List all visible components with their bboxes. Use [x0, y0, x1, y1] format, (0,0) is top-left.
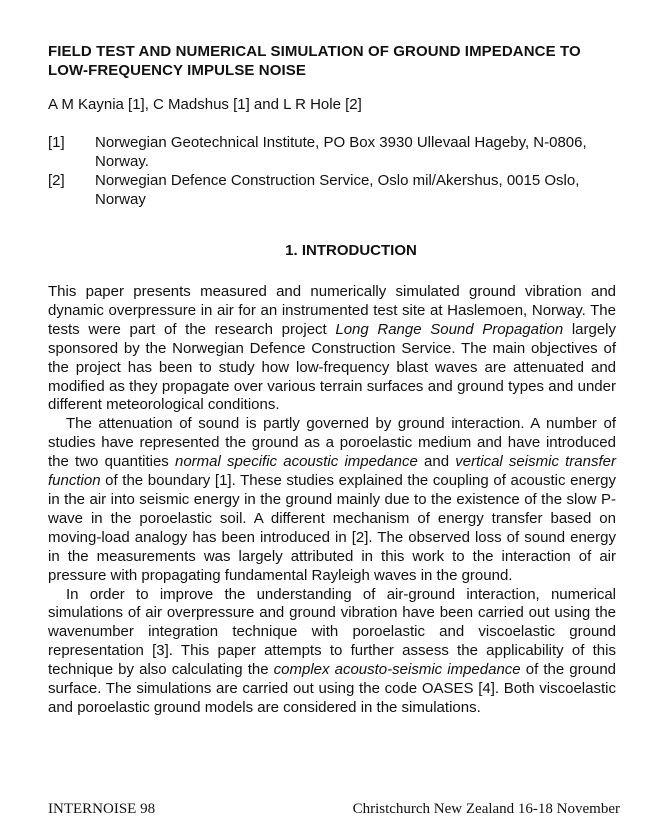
affiliation-number: [2] [48, 172, 65, 189]
text-run: This paper presents measured and numerically simulated ground vibration and dynamic overpressure in air for an instrumented test site at Haslemoen, Norway. The tests were part of the research project [48, 283, 616, 338]
paragraph-2 [48, 415, 616, 585]
section-heading-introduction: 1. INTRODUCTION [285, 242, 417, 259]
italic-term: vertical seismic transfer function [48, 453, 616, 490]
author-list: A M Kaynia [1], C Madshus [1] and L R Hole [2] [48, 96, 362, 113]
italic-term: complex acousto-seismic impedance [273, 661, 521, 679]
affiliation-2 [48, 171, 616, 209]
text-run: The attenuation of sound is partly governed by ground interaction. A number of studies have represented the ground as a poroelastic medium and have introduced the two quantities [48, 415, 616, 471]
page-footer [48, 800, 620, 818]
affiliation-text: Norwegian Geotechnical Institute, PO Box 3930 Ullevaal Hageby, N-0806, Norway. [95, 134, 587, 170]
introduction-body [48, 283, 616, 718]
italic-term: normal specific acoustic impedance [174, 453, 418, 471]
italic-term: Long Range Sound Propagation [335, 320, 564, 338]
text-run: largely sponsored by the Norwegian Defence Construction Service. The main objectives of the project has been to study how low-frequency blast waves are attenuated and modified as they propagate over various terrain surfaces and ground types and under different meteorological conditions. [48, 320, 617, 414]
text-run: of the ground surface. The simulations are carried out using the code OASES [4]. Both viscoelastic and poroelastic ground models are considered in the simulations. [48, 661, 617, 716]
text-run: and [417, 453, 456, 471]
affiliation-text: Norwegian Defence Construction Service, Oslo mil/Akershus, 0015 Oslo, Norway [95, 172, 580, 208]
affiliation-1 [48, 133, 616, 171]
paragraph-1 [48, 283, 616, 415]
text-run: of the boundary [1]. These studies explained the coupling of acoustic energy in the air into seismic energy in the ground mainly due to the existence of the slow P-wave in the poroelastic soil. A different mechanism of energy transfer based on moving-load analogy has been introduced in [2]. The observed loss of sound energy in the measurements was largely attributed in this work to the interaction of air pressure with propagating fundamental Rayleigh waves in the ground. [48, 472, 616, 584]
paper-title: FIELD TEST AND NUMERICAL SIMULATION OF GROUND IMPEDANCE TO LOW-FREQUENCY IMPULSE NOISE [48, 43, 581, 79]
paper-page [48, 42, 616, 718]
paragraph-3 [48, 586, 616, 718]
text-run: In order to improve the understanding of air-ground interaction, numerical simulations of air overpressure and ground vibration have been carried out using the wavenumber integration technique with poroelastic and viscoelastic ground representation [3]. This paper attempts to further assess the applicability of this technique by also calculating the [48, 585, 616, 679]
footer-location-date: Christchurch New Zealand 16-18 November [352, 801, 620, 817]
affiliation-list [48, 133, 616, 209]
affiliation-number: [1] [48, 134, 65, 151]
footer-conference: INTERNOISE 98 [48, 801, 156, 817]
